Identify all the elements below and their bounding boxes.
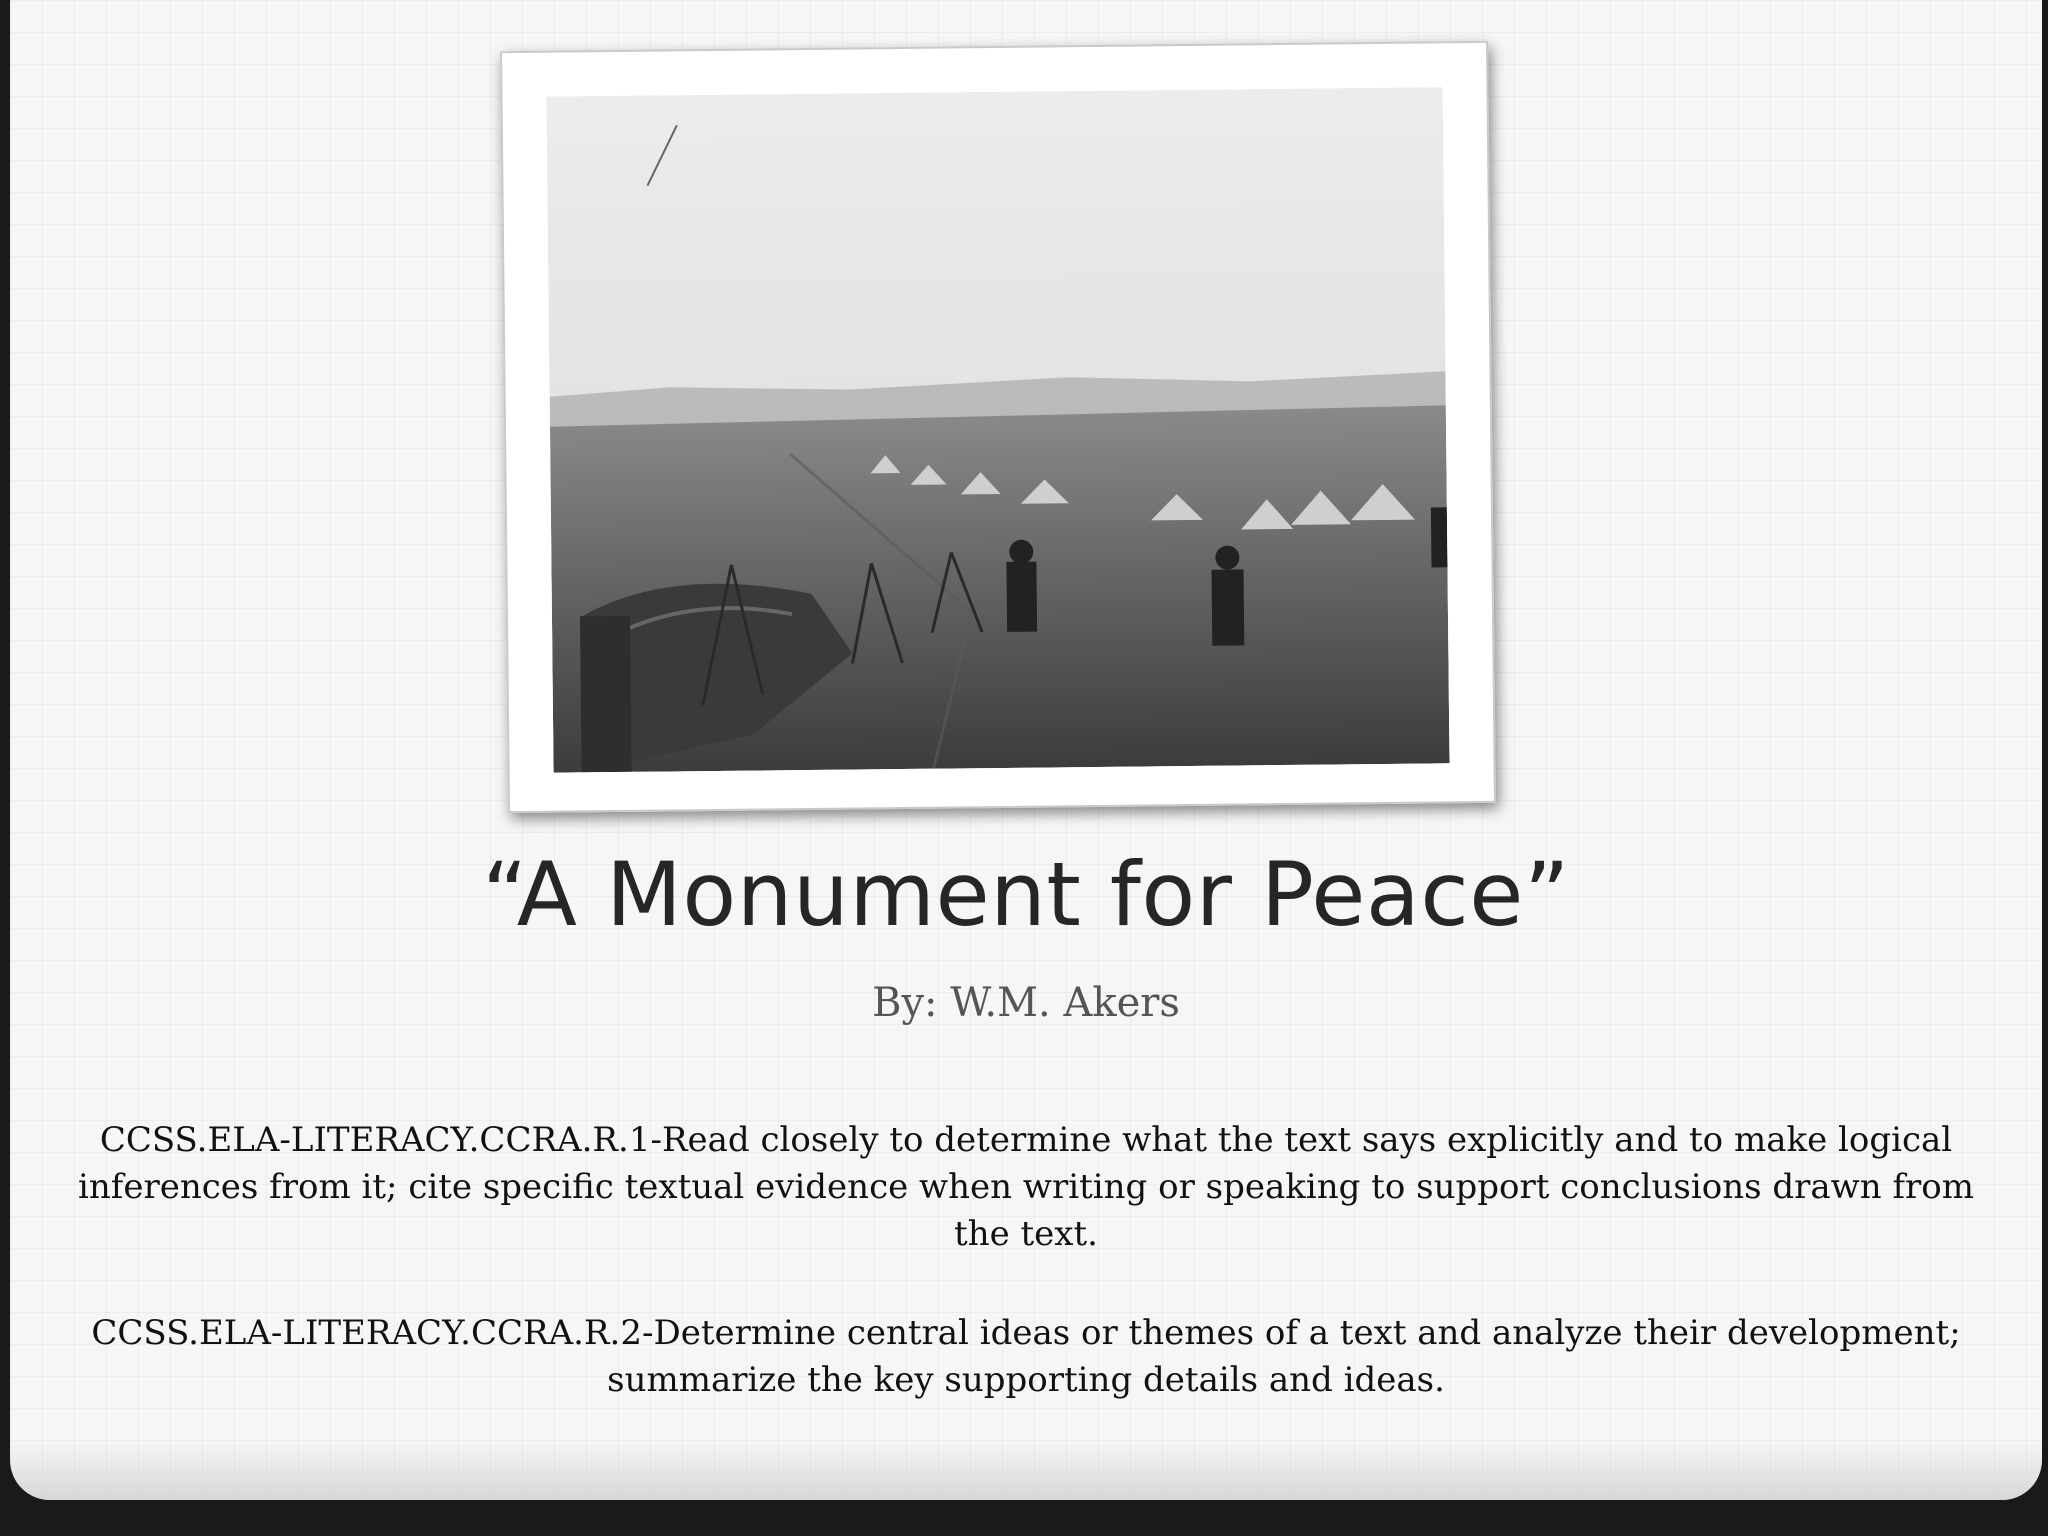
photo-illustration [547, 87, 1450, 772]
standard-r2-text: CCSS.ELA-LITERACY.CCRA.R.2-Determine central ideas or themes of a text and analyze their development; summarize the key supporting details and ideas. [91, 1313, 1961, 1400]
author-byline: By: W.M. Akers [872, 980, 1180, 1026]
slide-title: “A Monument for Peace” [482, 843, 1570, 946]
standard-r1-text: CCSS.ELA-LITERACY.CCRA.R.1-Read closely to determine what the text says explicitly and to make logical inferences from it; cite specific textual evidence when writing or speaking to support conclusions drawn from the text. [78, 1120, 1974, 1254]
civil-war-camp-photo [547, 87, 1450, 772]
slide [10, 0, 2042, 1500]
photo-frame [500, 41, 1496, 813]
